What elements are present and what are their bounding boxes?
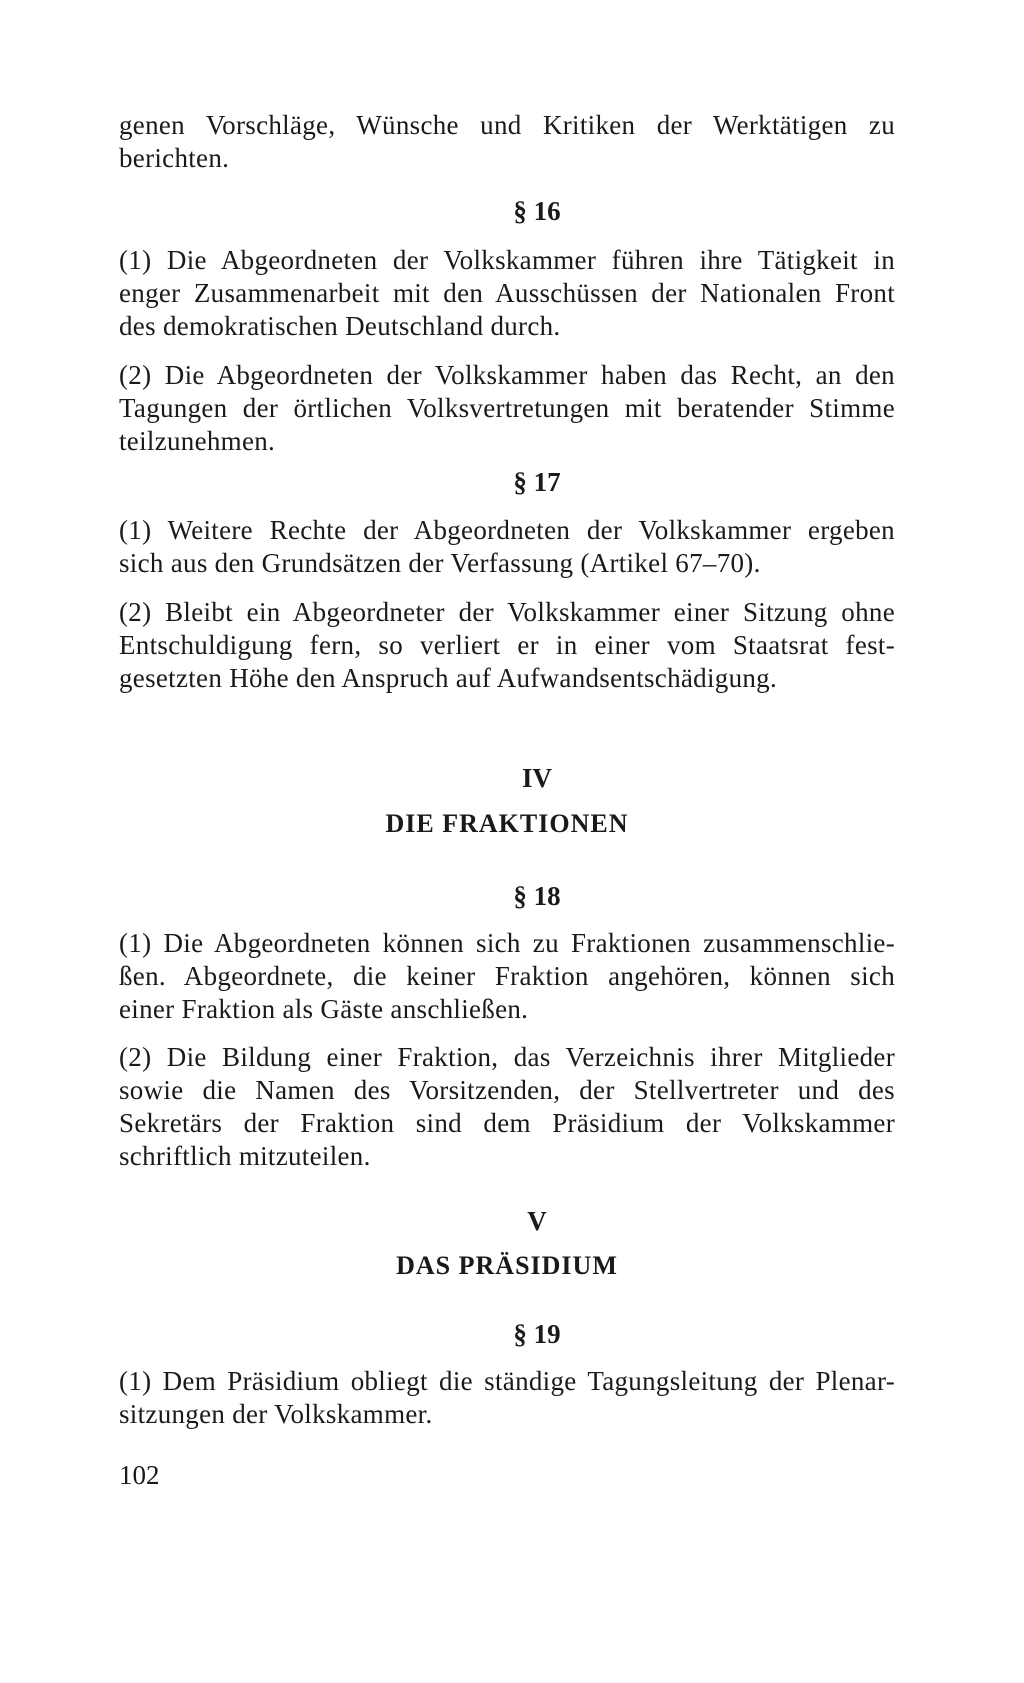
text-line: sowie die Namen des Vorsitzenden, der Stellvertreter und des <box>119 1075 895 1105</box>
text-line: (1) Die Abgeordneten der Volkskammer führen ihre Tätigkeit in <box>119 245 895 275</box>
section-sign-16: § 16 <box>513 196 561 226</box>
section-number-v: V <box>527 1206 547 1236</box>
text-line: (1) Weitere Rechte der Abgeordneten der Volkskammer ergeben <box>119 515 895 545</box>
text-line: Sekretärs der Fraktion sind dem Präsidium der Volkskammer <box>119 1108 895 1138</box>
text-line: teilzunehmen. <box>119 426 276 456</box>
text-line: gesetzten Höhe den Anspruch auf Aufwandsentschädigung. <box>119 663 778 693</box>
text-line: genen Vorschläge, Wünsche und Kritiken der Werktätigen zu <box>119 110 895 140</box>
text-line: Tagungen der örtlichen Volksvertretungen mit beratender Stimme <box>119 393 895 423</box>
section-sign-17: § 17 <box>513 467 561 497</box>
text-line: Entschuldigung fern, so verliert er in einer vom Staatsrat fest- <box>119 630 895 660</box>
text-line: (2) Die Abgeordneten der Volkskammer haben das Recht, an den <box>119 360 895 390</box>
text-line: einer Fraktion als Gäste anschließen. <box>119 994 529 1024</box>
text-line: schriftlich mitzuteilen. <box>119 1141 371 1171</box>
page-number: 102 <box>119 1460 160 1490</box>
text-line: enger Zusammenarbeit mit den Ausschüssen der Nationalen Front <box>119 278 895 308</box>
section-title-fraktionen: DIE FRAKTIONEN <box>385 809 629 838</box>
section-title-praesidium: DAS PRÄSIDIUM <box>396 1251 618 1280</box>
section-sign-19: § 19 <box>513 1319 561 1349</box>
text-line: (1) Dem Präsidium obliegt die ständige Tagungsleitung der Plenar- <box>119 1366 895 1396</box>
text-line: des demokratischen Deutschland durch. <box>119 311 561 341</box>
text-line: (1) Die Abgeordneten können sich zu Fraktionen zusammenschlie- <box>119 928 895 958</box>
text-line: berichten. <box>119 143 230 173</box>
text-line: sich aus den Grundsätzen der Verfassung (Artikel 67–70). <box>119 548 761 578</box>
section-sign-18: § 18 <box>513 881 561 911</box>
section-number-iv: IV <box>521 763 552 793</box>
text-line: (2) Die Bildung einer Fraktion, das Verzeichnis ihrer Mitglieder <box>119 1042 895 1072</box>
text-line: ßen. Abgeordnete, die keiner Fraktion angehören, können sich <box>119 961 895 991</box>
text-line: sitzungen der Volkskammer. <box>119 1399 433 1429</box>
text-line: (2) Bleibt ein Abgeordneter der Volkskammer einer Sitzung ohne <box>119 597 895 627</box>
